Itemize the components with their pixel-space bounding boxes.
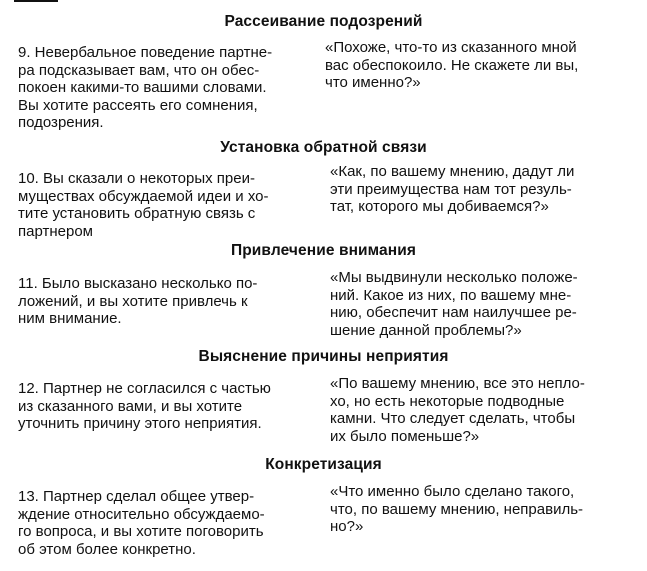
phrase-text-9: «Похоже, что-то из сказанного мной вас обеспокоило. Не скажете ли вы, что именно?»: [325, 39, 579, 92]
phrase-text-12: «По вашему мнению, все это непло- хо, но есть некоторые подводные камни. Что следует сделать, чтобы их было поменьше?»: [330, 375, 585, 445]
phrase-text-10: «Как, по вашему мнению, дадут ли эти преимущества нам тот резуль- тат, которого мы добиваемся?»: [330, 163, 575, 216]
situation-text-10: 10. Вы сказали о некоторых преи- муществах обсуждаемой идеи и хо- тите установить обратную связь с партнером: [18, 170, 269, 240]
section-heading-9: Рассеивание подозрений: [224, 13, 423, 30]
top-rule: [14, 0, 58, 2]
phrase-text-11: «Мы выдвинули несколько положе- ний. Какое из них, по вашему мне- нию, обеспечит нам наилучшее ре- шение данной проблемы?»: [330, 269, 578, 339]
section-heading-10: Установка обратной связи: [220, 139, 427, 156]
section-heading-12: Выяснение причины неприятия: [198, 348, 449, 365]
situation-text-9: 9. Невербальное поведение партне- ра подсказывает вам, что он обес- покоен какими-то вашими словами. Вы хотите рассеять его сомнения, подозрения.: [18, 44, 273, 132]
situation-text-12: 12. Партнер не согласился с частью из сказанного вами, и вы хотите уточнить причину этого неприятия.: [18, 380, 271, 433]
situation-text-11: 11. Было высказано несколько по- ложений, и вы хотите привлечь к ним внимание.: [18, 275, 258, 328]
section-heading-11: Привлечение внимания: [230, 242, 416, 259]
section-heading-13: Конкретизация: [265, 456, 382, 473]
phrase-text-13: «Что именно было сделано такого, что, по вашему мнению, неправиль- но?»: [330, 483, 584, 536]
situation-text-13: 13. Партнер сделал общее утвер- ждение относительно обсуждаемо- го вопроса, и вы хотите поговорить об этом более конкретно.: [18, 488, 265, 558]
